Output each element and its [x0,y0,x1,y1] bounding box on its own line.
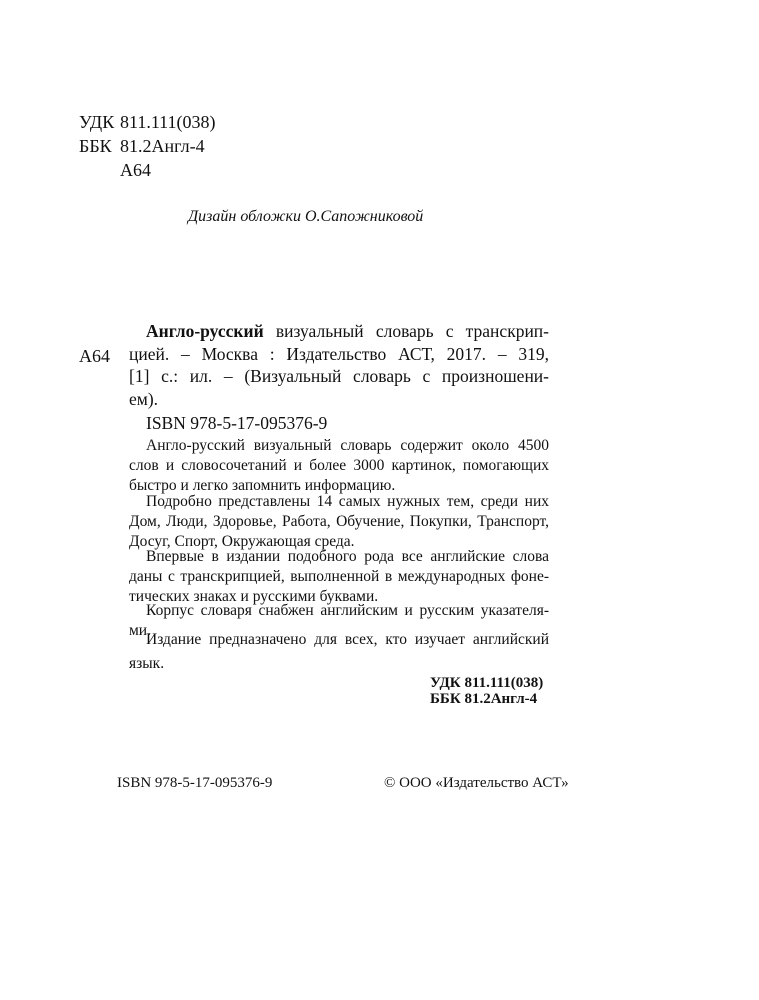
annotation-paragraph [129,492,549,552]
annotation-line: даны с транскрипцией, выполненной в международных фоне- [129,568,549,585]
design-credit: Дизайн обложки О.Сапожниковой [188,208,424,225]
annotation-line: язык. [129,655,165,672]
annotation-paragraph [129,630,549,674]
catalog-entry [129,320,549,435]
annotation-paragraph [129,547,549,607]
annotation-line: Издание предназначено для всех, кто изучает английский [146,631,549,648]
bbk-classification: ББК 81.2Англ-4 [430,691,538,707]
footer-copyright: © ООО «Издательство АСТ» [384,775,569,791]
catalog-line-1 [129,320,549,343]
udk-label: УДК [79,112,115,132]
catalog-title-line: визуальный словарь с транскрип- [275,321,549,341]
annotation-line: Досуг, Спорт, Окружающая среда. [129,533,355,550]
catalog-title-bold: Англо-русский [146,321,264,341]
annotation-line: быстро и легко запомнить информацию. [129,477,396,494]
udk-classification: УДК 811.111(038) [430,675,544,691]
annotation-line: слов и словосочетаний и более 3000 картинок, помогающих [129,457,549,474]
annotation-line: Дом, Люди, Здоровье, Работа, Обучение, Покупки, Транспорт, [129,513,549,530]
footer-isbn: ISBN 978-5-17-095376-9 [117,775,273,791]
udk-value: 811.111(038) [120,112,216,132]
annotation-line: ми. [129,622,151,639]
bbk-label: ББК [79,136,112,156]
catalog-line-3: [1] с.: ил. – (Визуальный словарь с произношени- [129,366,549,386]
catalog-author-sign: А64 [79,346,110,366]
catalog-line-2: цией. – Москва : Издательство АСТ, 2017. – 319, [129,343,549,364]
annotation-line: тических знаках и русскими буквами. [129,588,379,605]
catalog-isbn: ISBN 978-5-17-095376-9 [146,413,328,433]
author-sign-header: А64 [120,160,151,180]
annotation-paragraph [129,436,549,496]
annotation-line: Подробно представлены 14 самых нужных тем, среди них [146,493,549,510]
bbk-header [79,134,205,158]
annotation-line: Впервые в издании подобного рода все английские слова [146,548,549,565]
annotation-line: Англо-русский визуальный словарь содержит около 4500 [146,437,549,454]
udk-header [79,110,215,134]
bbk-value: 81.2Англ-4 [120,136,205,156]
annotation-line: Корпус словаря снабжен английским и русским указателя- [146,602,549,619]
catalog-line-4: ем). [129,388,159,409]
